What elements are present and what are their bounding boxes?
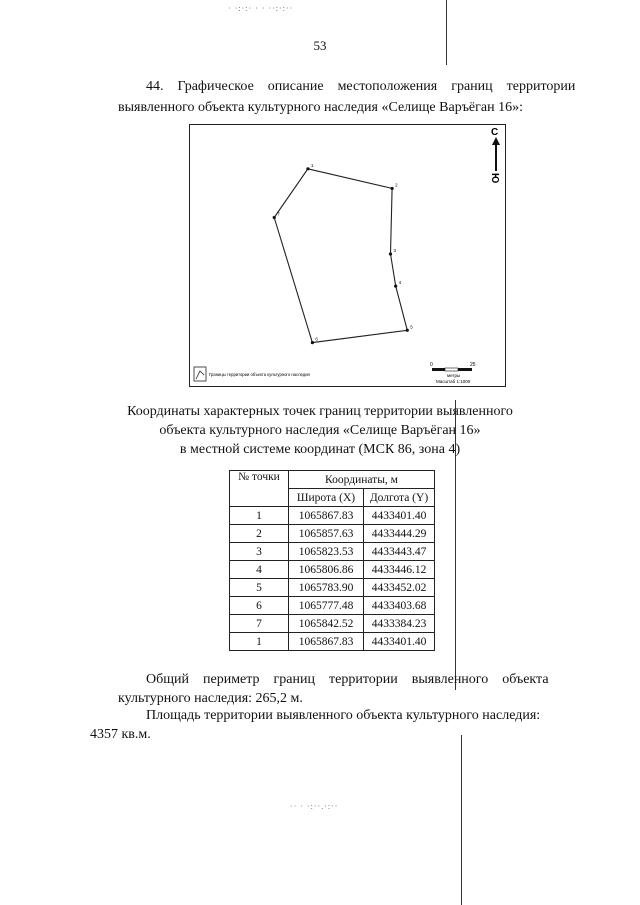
scan-smudge-top: · ·:·:· · · ··:·:·· <box>228 4 294 13</box>
boundary-point-label: 4 <box>398 280 402 286</box>
table-row <box>230 507 435 525</box>
perimeter-line-2: культурного наследия: 265,2 м. <box>118 691 303 706</box>
cell-longitude: 4433443.47 <box>364 543 435 561</box>
boundary-map-svg <box>190 125 505 386</box>
perimeter-paragraph <box>118 670 570 708</box>
cell-latitude: 1065806.86 <box>289 561 364 579</box>
column-header-point-number: № точки <box>230 471 289 507</box>
scan-vertical-line-bottom <box>461 735 462 905</box>
cell-point-number: 1 <box>230 633 289 651</box>
boundary-point <box>311 341 314 344</box>
boundary-point-label: 5 <box>410 324 413 330</box>
coordinates-title <box>60 402 580 459</box>
scale-zero: 0 <box>430 362 433 368</box>
cell-longitude: 4433452.02 <box>364 579 435 597</box>
boundary-point-label: 6 <box>315 336 318 342</box>
cell-point-number: 1 <box>230 507 289 525</box>
legend-text: Границы территории объекта культурного наследия <box>209 372 310 377</box>
coordinates-title-line-1: Координаты характерных точек границ территории выявленного <box>127 404 513 419</box>
cell-point-number: 4 <box>230 561 289 579</box>
table-row <box>230 579 435 597</box>
column-header-coordinates: Координаты, м <box>289 471 435 489</box>
boundary-point <box>273 216 276 219</box>
cell-longitude: 4433401.40 <box>364 507 435 525</box>
perimeter-line-1: Общий периметр границ территории выявленного объекта <box>146 672 549 687</box>
cell-latitude: 1065783.90 <box>289 579 364 597</box>
boundary-point-label: 2 <box>395 182 398 188</box>
cell-point-number: 7 <box>230 615 289 633</box>
scale-ratio: Масштаб 1:1000 <box>436 379 471 384</box>
cell-latitude: 1065867.83 <box>289 507 364 525</box>
table-row <box>230 597 435 615</box>
column-header-latitude: Широта (X) <box>289 489 364 507</box>
scan-smudge-bottom: ·· · ·:··.·:·· <box>290 802 339 811</box>
cell-longitude: 4433444.29 <box>364 525 435 543</box>
coordinates-title-line-2: объекта культурного наследия «Селище Варъёган 16» <box>159 423 481 438</box>
cell-point-number: 2 <box>230 525 289 543</box>
north-arrow-icon <box>492 137 500 171</box>
scale-unit: метры <box>447 373 461 378</box>
coordinates-table <box>229 470 435 651</box>
cell-latitude: 1065777.48 <box>289 597 364 615</box>
heading-line-1: 44. Графическое описание местоположения границ территории <box>146 79 576 94</box>
cell-point-number: 5 <box>230 579 289 597</box>
cell-latitude: 1065842.52 <box>289 615 364 633</box>
boundary-point <box>390 187 393 190</box>
boundary-point-label: 3 <box>393 248 397 254</box>
page-number: 53 <box>313 38 327 53</box>
table-row <box>230 543 435 561</box>
cell-longitude: 4433403.68 <box>364 597 435 615</box>
column-header-longitude: Долгота (Y) <box>364 489 435 507</box>
cell-point-number: 3 <box>230 543 289 561</box>
table-row <box>230 525 435 543</box>
cell-longitude: 4433384.23 <box>364 615 435 633</box>
scan-vertical-line-top <box>446 0 447 65</box>
area-line-1: Площадь территории выявленного объекта культурного наследия: <box>146 708 541 723</box>
cell-longitude: 4433401.40 <box>364 633 435 651</box>
cell-latitude: 1065867.83 <box>289 633 364 651</box>
south-label: Ю <box>489 173 500 184</box>
area-paragraph <box>90 706 570 744</box>
boundary-point <box>394 284 397 287</box>
area-line-2: 4357 кв.м. <box>90 727 151 742</box>
boundary-point <box>389 252 392 255</box>
table-row <box>230 561 435 579</box>
coordinates-table-body <box>230 507 435 651</box>
section-heading <box>118 76 576 118</box>
cell-longitude: 4433446.12 <box>364 561 435 579</box>
table-row <box>230 633 435 651</box>
cell-latitude: 1065823.53 <box>289 543 364 561</box>
table-row <box>230 615 435 633</box>
legend-line-icon <box>196 371 204 379</box>
scale-max: 25 <box>470 362 476 368</box>
boundary-polygon <box>274 169 407 343</box>
cell-latitude: 1065857.63 <box>289 525 364 543</box>
heading-line-2: выявленного объекта культурного наследия «Селище Варъёган 16»: <box>118 100 523 115</box>
boundary-point <box>406 329 409 332</box>
cell-point-number: 6 <box>230 597 289 615</box>
boundary-point-label: 1 <box>310 162 314 168</box>
north-label: С <box>491 127 499 138</box>
boundary-map <box>189 124 506 387</box>
boundary-point <box>306 167 309 170</box>
scale-bar <box>432 368 472 371</box>
coordinates-title-line-3: в местной системе координат (МСК 86, зона 4) <box>179 442 461 457</box>
boundary-point-label: 7 <box>277 211 280 217</box>
